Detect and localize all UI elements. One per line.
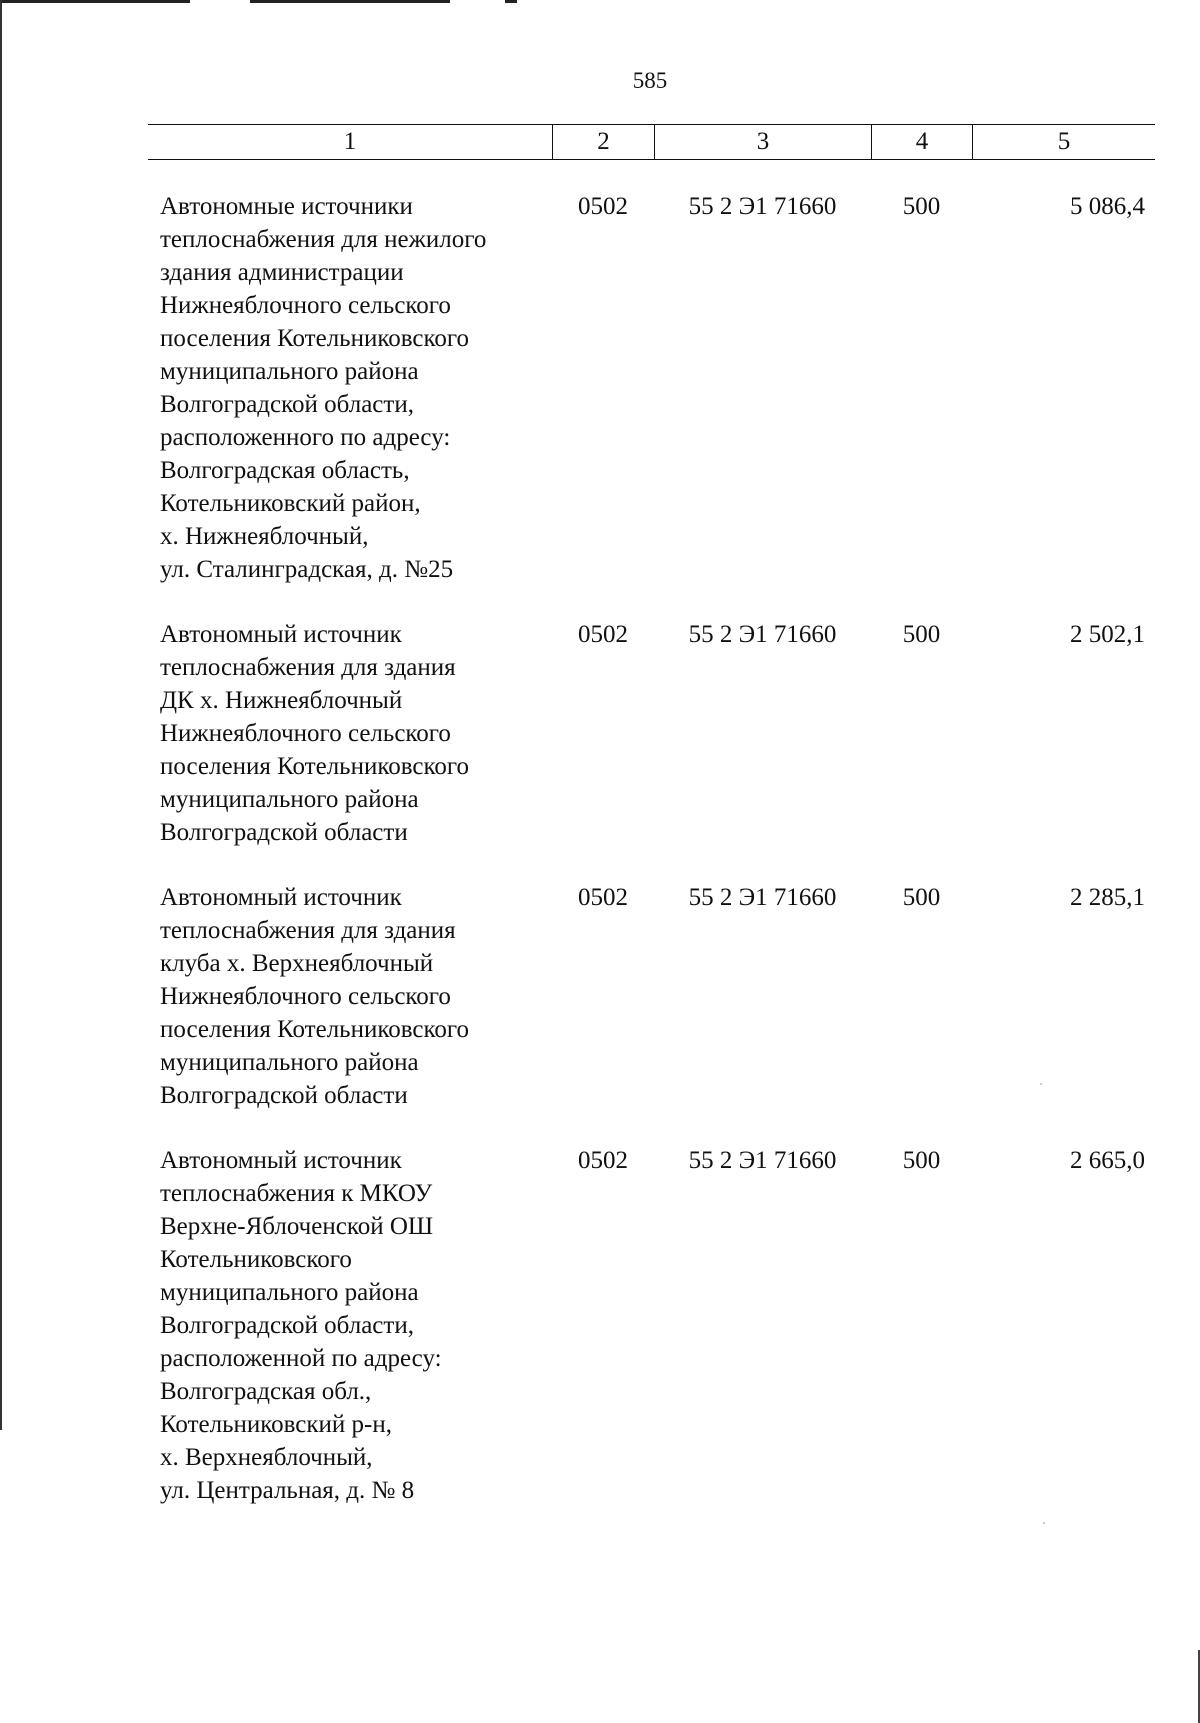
- table-row: [148, 618, 1155, 849]
- target-article-cell: 55 2 Э1 71660: [688, 884, 837, 911]
- table-row: [148, 190, 1155, 586]
- section-code-cell: 0502: [578, 1147, 628, 1174]
- expense-type-cell: 500: [902, 884, 941, 911]
- expense-type-cell: 500: [902, 1147, 941, 1174]
- section-code-cell: 0502: [578, 193, 628, 220]
- header-cell-4: 4: [871, 125, 972, 159]
- table-body: [148, 190, 1155, 1539]
- header-cell-1: 1: [343, 128, 357, 155]
- target-article-cell: 55 2 Э1 71660: [688, 621, 837, 648]
- table-row: [148, 1144, 1155, 1507]
- header-cell-2: 2: [552, 125, 654, 159]
- amount-cell: 2 665,0: [1070, 1147, 1145, 1174]
- scan-speck: [1043, 1522, 1045, 1524]
- page-number: 585: [632, 68, 668, 93]
- table-header: [148, 124, 1155, 160]
- object-name-cell: Автономный источник теплоснабжения для здания клуба х. Верхнеяблочный Нижнеяблочного сельского поселения Котельниковского муниципального района Волгоградской области: [160, 884, 469, 1109]
- scan-artifact-top-line: [0, 0, 190, 3]
- target-article-cell: 55 2 Э1 71660: [688, 1147, 837, 1174]
- object-name-cell: Автономные источники теплоснабжения для нежилого здания администрации Нижнеяблочного сельского поселения Котельниковского муниципального района Волгоградской области, расположенного по адресу: Волгоградская область, Котельниковский район, х. Нижнеяблочный, ул. Сталинградская, д. №25: [160, 193, 487, 583]
- scan-artifact-left-edge: [0, 0, 2, 1430]
- object-name-cell: Автономный источник теплоснабжения к МКОУ Верхне-Яблоченской ОШ Котельниковского муниципального района Волгоградской области, расположенной по адресу: Волгоградская обл., Котельниковский р-н, х. Верхнеяблочный, ул. Центральная, д. № 8: [160, 1147, 442, 1504]
- section-code-cell: 0502: [578, 884, 628, 911]
- section-code-cell: 0502: [578, 621, 628, 648]
- expense-type-cell: 500: [902, 193, 941, 220]
- amount-cell: 2 285,1: [1070, 884, 1145, 911]
- scan-speck: [1040, 1083, 1042, 1085]
- amount-cell: 5 086,4: [1070, 193, 1145, 220]
- scan-artifact-top-line: [505, 0, 517, 3]
- table-row: [148, 881, 1155, 1112]
- expense-type-cell: 500: [902, 621, 941, 648]
- header-cell-3: 3: [654, 125, 871, 159]
- header-cell-5: 5: [972, 125, 1155, 159]
- object-name-cell: Автономный источник теплоснабжения для здания ДК х. Нижнеяблочный Нижнеяблочного сельского поселения Котельниковского муниципального района Волгоградской области: [160, 621, 469, 846]
- amount-cell: 2 502,1: [1070, 621, 1145, 648]
- scan-artifact-top-line: [250, 0, 450, 3]
- target-article-cell: 55 2 Э1 71660: [688, 193, 837, 220]
